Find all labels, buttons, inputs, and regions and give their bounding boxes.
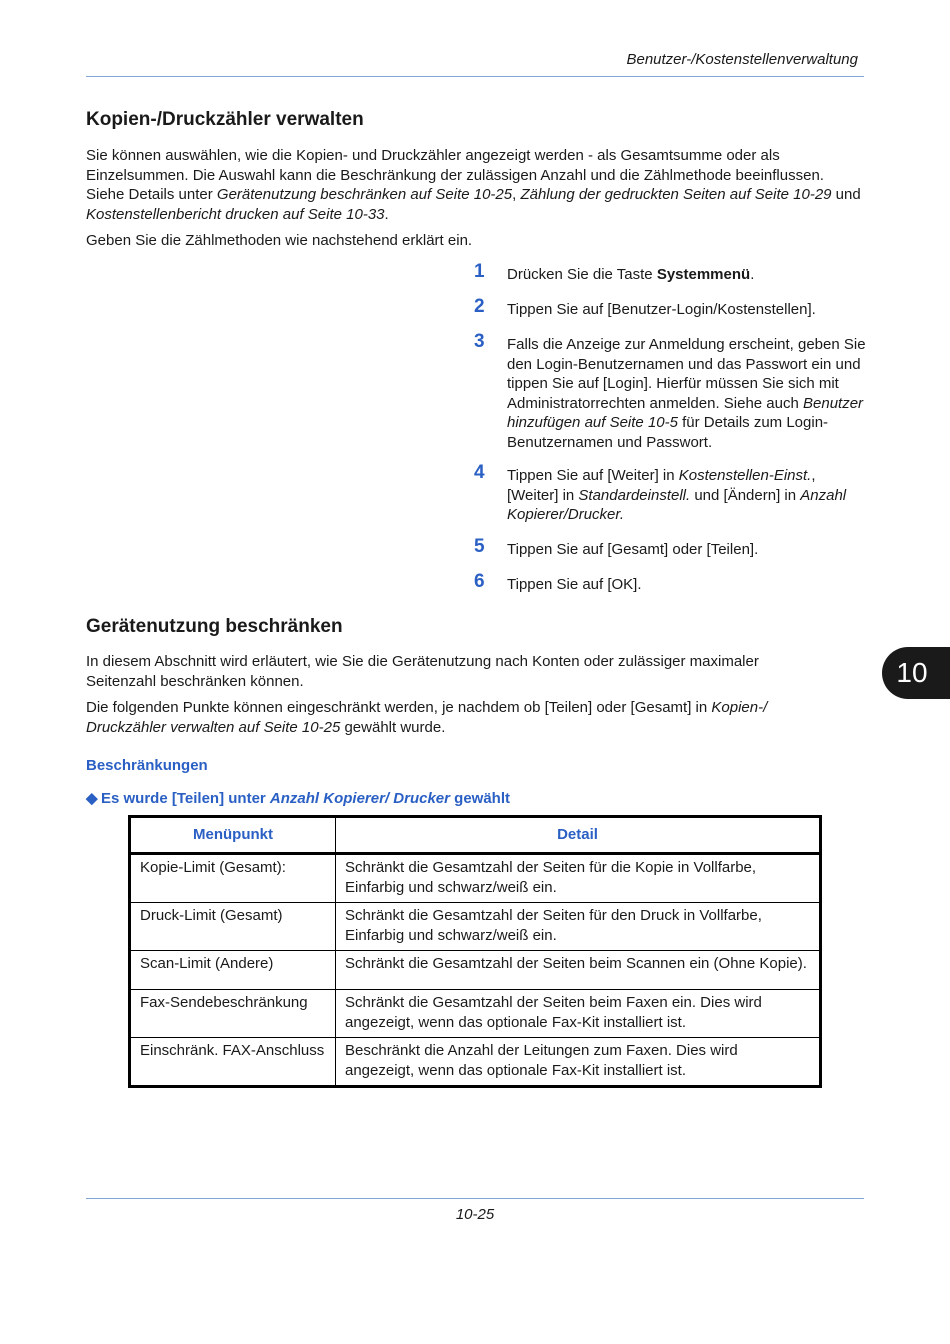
reference-link[interactable]: Zählung der gedruckten Seiten auf Seite 10-29 <box>520 186 832 203</box>
diamond-bullet-icon: ◆ <box>86 790 98 807</box>
restrict-paragraph: In diesem Abschnitt wird erläutert, wie Sie die Gerätenutzung nach Konten oder zulässiger maximaler Seitenzahl beschränken können. <box>86 653 759 690</box>
chapter-tab: 10 <box>882 647 950 699</box>
reference-link[interactable]: Kopien-/ Druckzähler verwalten auf Seite 10-25 <box>86 699 768 736</box>
step-number: 1 <box>474 261 485 282</box>
column-header-detail: Detail <box>336 817 821 854</box>
intro-instruction: Geben Sie die Zählmethoden wie nachstehend erklärt ein. <box>86 232 473 249</box>
paragraph-text: Die folgenden Punkte können eingeschränkt werden, je nachdem ob [Teilen] oder [Gesamt] in <box>86 699 712 716</box>
step-number: 6 <box>474 571 485 592</box>
intro-text: Sie können auswählen, wie die Kopien- und Druckzähler angezeigt werden - als Gesamtsumme oder als Einzelsummen. Die Auswahl kann die Beschränkung der zulässigen Anzahl und die Zählmethode beeinflussen. Siehe Details unter <box>86 147 824 203</box>
step-text: Tippen Sie auf [Benutzer-Login/Kostenstellen]. <box>507 301 816 318</box>
step-text <box>507 265 867 285</box>
restriction-subheading <box>86 789 510 809</box>
restrictions-table <box>128 815 822 1088</box>
restrict-paragraph-2 <box>86 698 826 737</box>
detail-cell: Beschränkt die Anzahl der Leitungen zum Faxen. Dies wird angezeigt, wenn das optionale Fax-Kit installiert ist. <box>336 1038 821 1087</box>
step-text: Tippen Sie auf [Gesamt] oder [Teilen]. <box>507 541 759 558</box>
reference-link[interactable]: Benutzer hinzufügen auf Seite 10-5 <box>507 394 864 431</box>
menu-item-cell: Einschränk. FAX-Anschluss <box>130 1038 336 1087</box>
subheading-text: gewählt <box>449 790 510 807</box>
table-row <box>130 854 821 903</box>
step-key-name: Systemmenü <box>656 266 751 283</box>
reference-link[interactable]: Gerätenutzung beschränken auf Seite 10-25 <box>216 186 513 203</box>
separator: und <box>831 186 861 203</box>
step-text-part: , [Weiter] in <box>507 467 816 504</box>
step-number: 2 <box>474 296 485 317</box>
menu-item-cell: Druck-Limit (Gesamt) <box>130 903 336 951</box>
step-number: 4 <box>474 462 485 483</box>
running-footer <box>86 1198 864 1225</box>
header-title: Benutzer-/Kostenstellenverwaltung <box>626 51 858 68</box>
separator: . <box>384 205 389 223</box>
step-text <box>507 335 867 452</box>
menu-item-cell: Kopie-Limit (Gesamt): <box>130 854 336 903</box>
table-row <box>130 903 821 951</box>
restrictions-heading: Beschränkungen <box>86 757 208 774</box>
menu-path: Standardeinstell. <box>578 486 691 504</box>
menu-item-cell: Fax-Sendebeschränkung <box>130 990 336 1038</box>
menu-path: Kostenstellen-Einst. <box>678 467 812 484</box>
section-title-counters: Kopien-/Druckzähler verwalten <box>86 109 364 130</box>
table-row <box>130 990 821 1038</box>
subheading-text: Es wurde [Teilen] unter <box>101 790 270 807</box>
step-text-part: für Details zum Login-Benutzernamen und Passwort. <box>507 414 829 451</box>
step-text-part: Falls die Anzeige zur Anmeldung erscheint, geben Sie den Login-Benutzernamen und das Passwort ein und tippen Sie auf [Login]. Hierfür müssen Sie sich mit Administratorrechten anmelden. Siehe auch <box>507 336 866 412</box>
detail-cell: Schränkt die Gesamtzahl der Seiten beim Faxen ein. Dies wird angezeigt, wenn das optionale Fax-Kit installiert ist. <box>336 990 821 1038</box>
reference-link[interactable]: Kostenstellenbericht drucken auf Seite 10-33 <box>86 205 385 223</box>
step-text-part: und [Ändern] in <box>690 486 801 504</box>
step-number: 3 <box>474 331 485 352</box>
page-number: 10-25 <box>455 1206 495 1223</box>
table-row <box>130 951 821 990</box>
step-text-part: Drücken Sie die Taste <box>507 266 657 283</box>
detail-cell: Schränkt die Gesamtzahl der Seiten beim Scannen ein (Ohne Kopie). <box>336 951 821 990</box>
subheading-menu: Anzahl Kopierer/ Drucker <box>269 790 450 807</box>
section-title-restrict: Gerätenutzung beschränken <box>86 616 343 637</box>
step-text: Tippen Sie auf [OK]. <box>507 576 642 593</box>
menu-item-cell: Scan-Limit (Andere) <box>130 951 336 990</box>
menu-path: Anzahl Kopierer/Drucker. <box>507 486 847 523</box>
separator: , <box>512 186 521 203</box>
detail-cell: Schränkt die Gesamtzahl der Seiten für die Kopie in Vollfarbe, Einfarbig und schwarz/weiß ein. <box>336 854 821 903</box>
detail-cell: Schränkt die Gesamtzahl der Seiten für den Druck in Vollfarbe, Einfarbig und schwarz/weiß ein. <box>336 903 821 951</box>
paragraph-text: gewählt wurde. <box>340 718 446 736</box>
intro-paragraph <box>86 146 864 224</box>
column-header-menu: Menüpunkt <box>130 817 336 854</box>
step-text-part: Tippen Sie auf [Weiter] in <box>507 467 679 484</box>
table-header-row <box>130 817 821 854</box>
step-text-part: . <box>750 266 755 283</box>
table-row <box>130 1038 821 1087</box>
step-text <box>507 466 867 525</box>
step-number: 5 <box>474 536 485 557</box>
running-header <box>86 50 864 77</box>
